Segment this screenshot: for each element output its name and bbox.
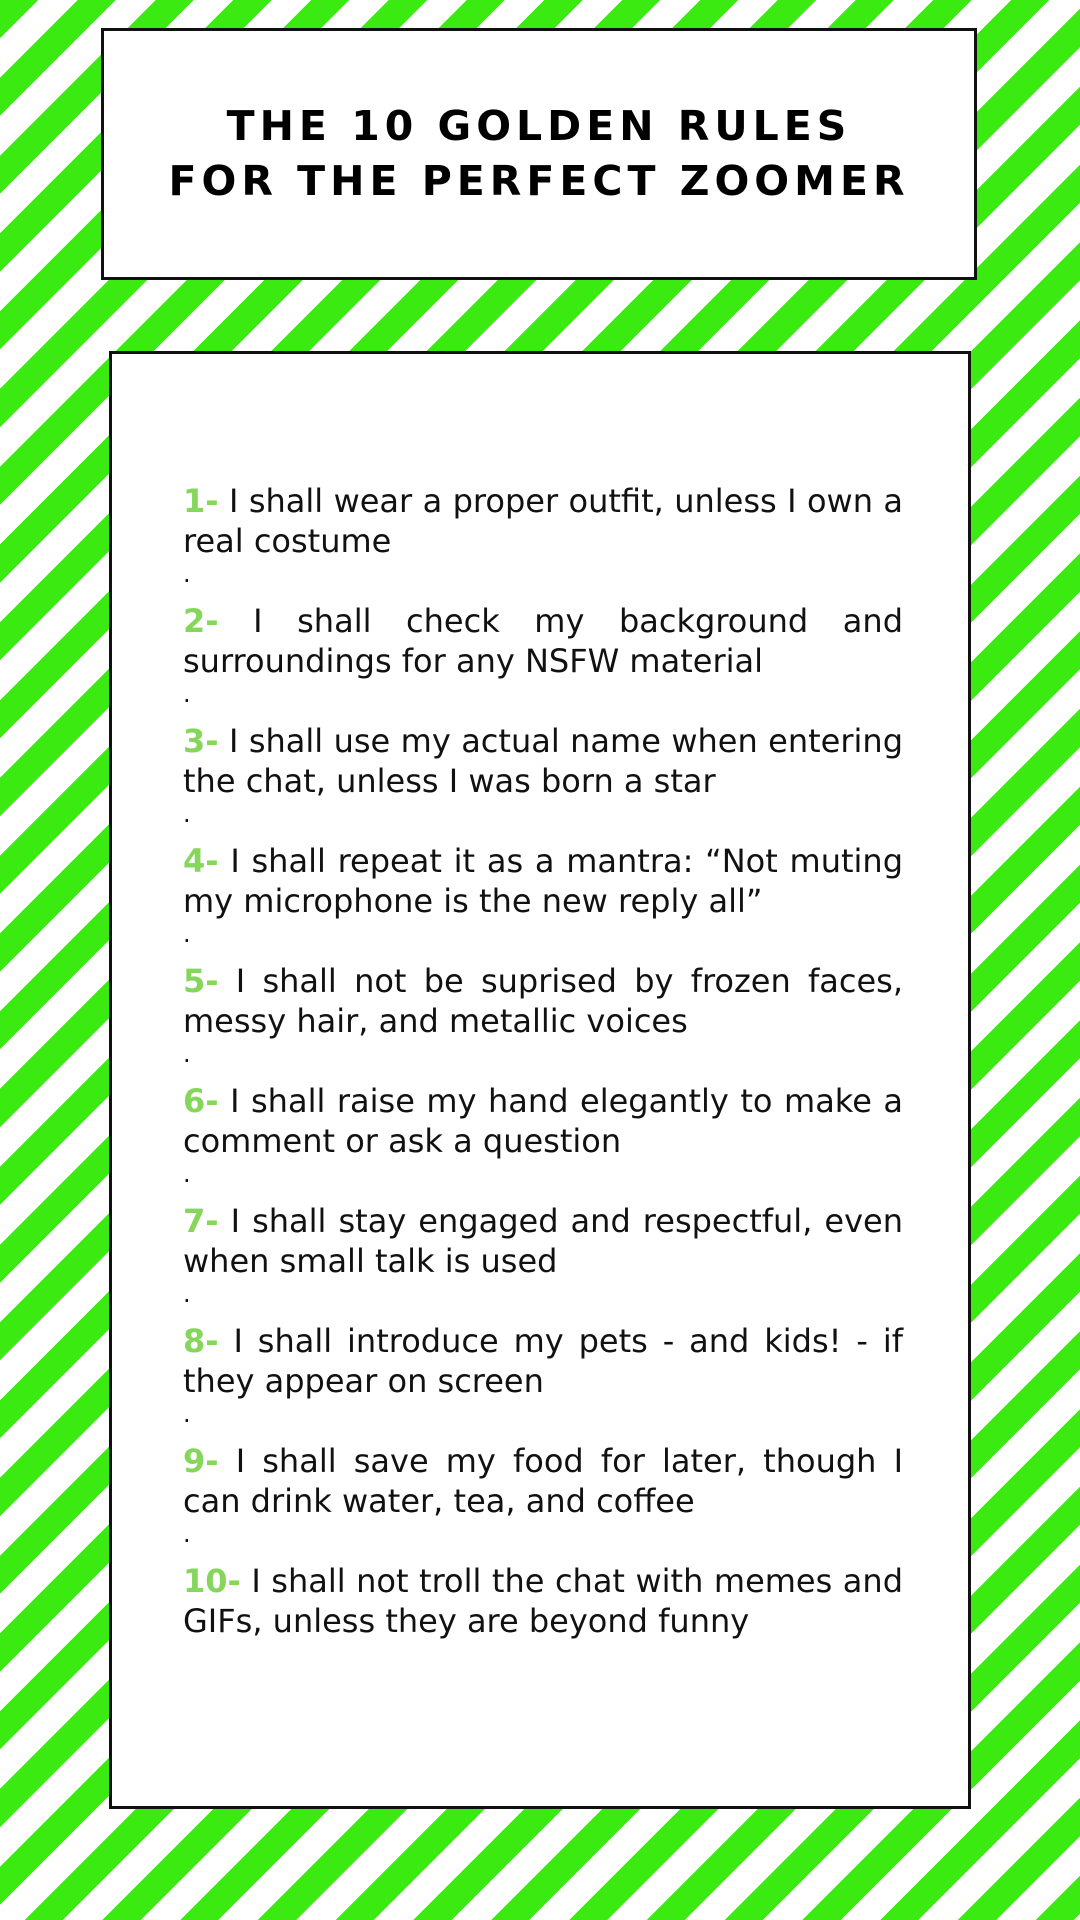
rule-text [183,1081,903,1161]
rule-number: 9- [183,1442,219,1480]
rule-separator: · [183,1167,191,1195]
rule-number: 8- [183,1322,219,1360]
rule-separator: · [183,1407,191,1435]
rule-item [183,1321,903,1441]
rule-body: I shall use my actual name when entering the chat, unless I was born a star [183,722,903,800]
rule-item [183,961,903,1081]
rule-item [183,1081,903,1201]
rule-separator: · [183,567,191,595]
rule-number: 3- [183,722,219,760]
rule-item [183,1561,903,1641]
rule-number: 5- [183,962,219,1000]
rule-item [183,1201,903,1321]
title-box [101,28,977,280]
rule-text [183,721,903,801]
rule-body: I shall stay engaged and respectful, even when small talk is used [183,1202,904,1280]
rules-list [183,481,903,1641]
title-line-1: THE 10 GOLDEN RULES [226,102,852,150]
rule-item [183,841,903,961]
rules-box [109,351,971,1809]
rule-separator: · [183,1047,191,1075]
rule-text [183,1561,903,1641]
rule-number: 7- [183,1202,219,1240]
rule-number: 1- [183,482,219,520]
rule-separator: · [183,807,191,835]
rule-body: I shall raise my hand elegantly to make a comment or ask a question [183,1082,904,1160]
rule-separator: · [183,1527,191,1555]
rule-text [183,1321,903,1401]
rule-text [183,481,903,561]
rule-body: I shall not be suprised by frozen faces, messy hair, and metallic voices [183,962,904,1040]
rule-number: 2- [183,602,219,640]
rule-body: I shall wear a proper outfit, unless I own a real costume [183,482,904,560]
rule-number: 10- [183,1562,241,1600]
rule-separator: · [183,1287,191,1315]
rule-item [183,1441,903,1561]
rule-body: I shall repeat it as a mantra: “Not muting my microphone is the new reply all” [183,842,904,920]
rule-item [183,721,903,841]
rule-text [183,1201,903,1281]
rule-item [183,481,903,601]
title-line-2: FOR THE PERFECT ZOOMER [168,157,910,205]
rule-text [183,1441,903,1521]
rule-body: I shall check my background and surroundings for any NSFW material [183,602,904,680]
rule-item [183,601,903,721]
rule-body: I shall not troll the chat with memes and GIFs, unless they are beyond funny [183,1562,904,1640]
rule-text [183,961,903,1041]
rule-separator: · [183,927,191,955]
rule-body: I shall save my food for later, though I can drink water, tea, and coffee [183,1442,904,1520]
rule-text [183,841,903,921]
rule-text [183,601,903,681]
rule-separator: · [183,687,191,715]
rule-number: 4- [183,842,219,880]
rule-body: I shall introduce my pets - and kids! - if they appear on screen [183,1322,904,1400]
rule-number: 6- [183,1082,219,1120]
